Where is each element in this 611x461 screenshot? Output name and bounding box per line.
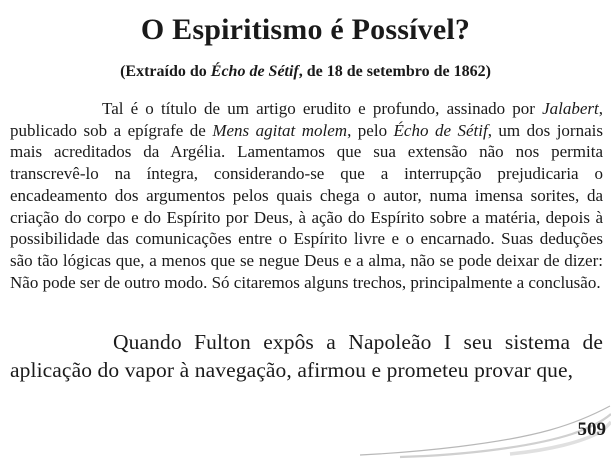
page-number: 509 — [577, 419, 606, 440]
intro-text-4: , um dos jornais mais acreditados da Argélia. Lamentamos que sua extensão não nos permita transcrevê-lo na íntegra, considerando-se que a interrupção prejudicaria o encadeamento dos argumentos pelos quais chega o autor, numa imensa sorites, da criação do corpo e do Espírito por Deus, à ação do Espírito sobre a matéria, depois à possibilidade das comunicações entre o Espírito livre e o encarnado. Suas deduções são tão lógicas que, a menos que se negue Deus e a alma, não se pode deixar de dizer: Não pode ser de outro modo. Só citaremos alguns trechos, principalmente a conclusão. — [10, 120, 603, 292]
subtitle-close: , de 18 de setembro de 1862) — [298, 63, 491, 80]
quoted-paragraph — [10, 328, 603, 384]
subtitle-open: (Extraído do — [120, 63, 211, 80]
subtitle-source-name: Écho de Sétif — [210, 63, 299, 80]
intro-text-3: , pelo — [347, 120, 394, 140]
author-name: Jalabert — [542, 99, 599, 118]
intro-text-2: , publicado sob a epígrafe de — [10, 99, 603, 140]
intro-paragraph — [10, 98, 603, 293]
quoted-text: Quando Fulton expôs a Napoleão I seu sistema de aplicação do vapor à navegação, afirmou e prometeu provar que, — [10, 330, 603, 382]
latin-motto: Mens agitat molem — [212, 120, 348, 140]
newspaper-name: Écho de Sétif — [393, 120, 488, 140]
article-source-subtitle — [0, 62, 611, 82]
page-title: O Espiritismo é Possível? — [140, 13, 471, 46]
intro-text-1: Tal é o título de um artigo erudito e profundo, assinado por — [102, 99, 543, 118]
